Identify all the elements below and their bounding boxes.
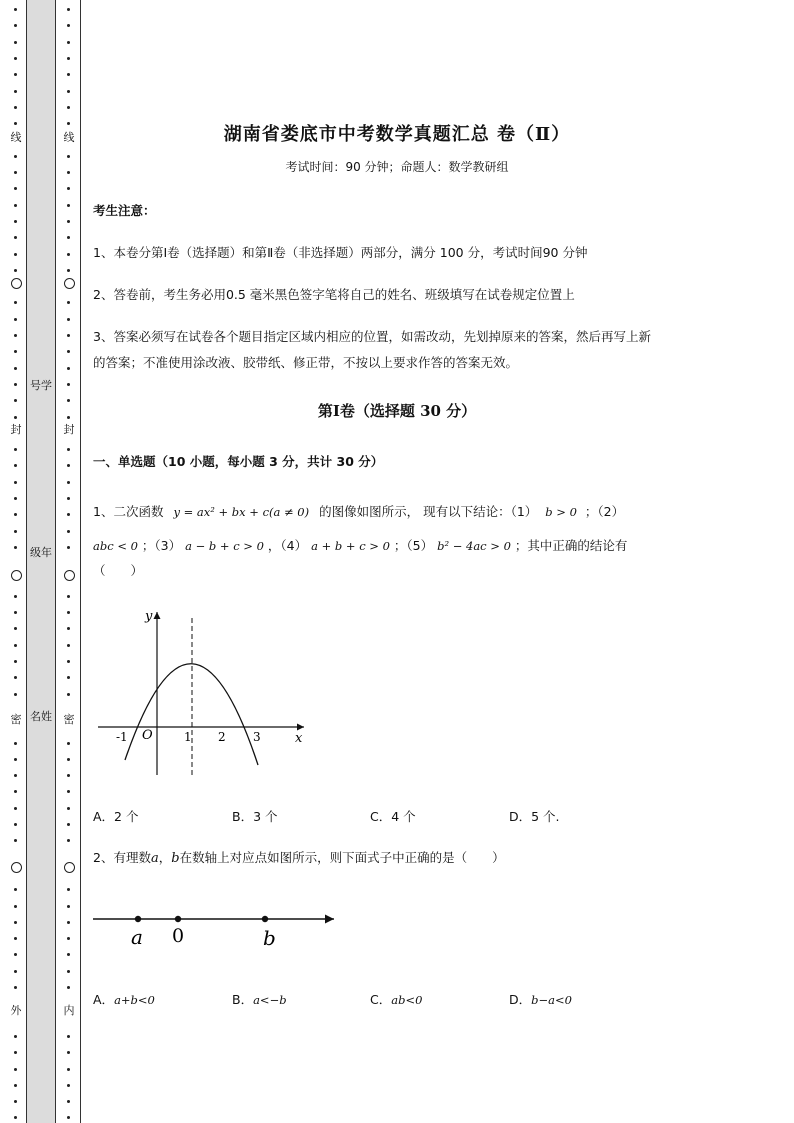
seal-dot (14, 41, 17, 44)
seal-dot (67, 546, 70, 549)
seal-dot (14, 90, 17, 93)
seal-mark: 密 (10, 713, 22, 726)
seal-dot (14, 1035, 17, 1038)
seal-dot (14, 497, 17, 500)
seal-dot (14, 220, 17, 223)
x-axis-label: x (295, 731, 303, 746)
seal-dot (14, 644, 17, 647)
seal-dot (67, 448, 70, 451)
label-a: a (131, 925, 143, 949)
seal-dot (14, 953, 17, 956)
seal-circle-icon (64, 570, 75, 581)
student-id-label: 号学 (30, 379, 52, 392)
seal-circle-icon (11, 570, 22, 581)
seal-dot (67, 187, 70, 190)
seal-dot (14, 660, 17, 663)
q1-parabola-graph (90, 600, 320, 785)
q1-answer-blank: （ ） (93, 563, 144, 578)
seal-mark: 线 (63, 131, 75, 144)
option-expr: a+b<0 (114, 993, 155, 1007)
q2-var-a: a (150, 851, 159, 866)
seal-dot (14, 236, 17, 239)
seal-dot (14, 448, 17, 451)
seal-dot (67, 1084, 70, 1087)
seal-dot (14, 481, 17, 484)
seal-dot (67, 937, 70, 940)
seal-circle-icon (11, 278, 22, 289)
option-expr: a<−b (253, 993, 287, 1007)
q1-line-2 (93, 536, 627, 554)
part-heading: 一、单选题（10 小题，每小题 3 分，共计 30 分） (93, 454, 384, 469)
seal-dot (67, 497, 70, 500)
q1-c1: b > 0 (545, 505, 577, 519)
seal-dot (14, 676, 17, 679)
seal-mark: 内 (63, 1004, 75, 1017)
seal-dot (67, 513, 70, 516)
seal-dot (67, 236, 70, 239)
notice-heading: 考生注意： (93, 203, 156, 218)
label-b: b (263, 926, 276, 950)
seal-dot (14, 8, 17, 11)
q2-stem-post: 在数轴上对应点如图所示，则下面式子中正确的是（ ） (179, 850, 505, 865)
seal-dot (14, 742, 17, 745)
seal-dot (67, 953, 70, 956)
seal-mark: 线 (10, 131, 22, 144)
seal-dot (67, 790, 70, 793)
seal-dot (67, 905, 70, 908)
seal-dot (67, 367, 70, 370)
q1-sep4: ；（5） (393, 538, 434, 553)
seal-dot (14, 937, 17, 940)
label-zero: 0 (172, 925, 185, 947)
option-letter: D． (509, 992, 532, 1007)
seal-dot (14, 106, 17, 109)
seal-dot (67, 742, 70, 745)
q1-option-d: D．5 个. (509, 809, 560, 824)
seal-dot (67, 758, 70, 761)
q1-option-a: A．2 个 (93, 809, 139, 824)
seal-mark: 外 (10, 1004, 22, 1017)
seal-dot (67, 644, 70, 647)
seal-dot (67, 350, 70, 353)
tick-label: -1 (116, 730, 128, 744)
option-expr: ab<0 (391, 993, 423, 1007)
seal-dot (67, 807, 70, 810)
name-label: 名姓 (30, 710, 52, 723)
seal-dot (67, 204, 70, 207)
q1-option-b: B．3 个 (232, 809, 278, 824)
page-title: 湖南省娄底市中考数学真题汇总 卷（Ⅱ） (223, 124, 571, 145)
seal-dot (67, 1035, 70, 1038)
seal-dot (14, 693, 17, 696)
seal-dot (14, 530, 17, 533)
seal-dot (67, 220, 70, 223)
seal-dot (14, 24, 17, 27)
seal-dot (67, 1068, 70, 1071)
notice-item-3: 3、答案必须写在试卷各个题目指定区域内相应的位置，如需改动，先划掉原来的答案，然后再写上新 (93, 329, 651, 344)
q1-tail: ；其中正确的结论有 (514, 538, 628, 553)
seal-dot (14, 921, 17, 924)
seal-dot (14, 611, 17, 614)
q1-prefix: 1、二次函数 (93, 504, 164, 519)
q2-option-a (93, 990, 155, 1008)
seal-mark: 密 (63, 713, 75, 726)
option-letter: B． (232, 992, 254, 1007)
seal-dot (67, 660, 70, 663)
notice-item-3-cont: 的答案；不准使用涂改液、胶带纸、修正带，不按以上要求作答的答案无效。 (93, 355, 519, 370)
seal-mark: 封 (63, 423, 75, 436)
seal-dot (67, 676, 70, 679)
seal-dot (14, 204, 17, 207)
q1-c5: b² − 4ac > 0 (437, 539, 511, 553)
seal-dot (67, 774, 70, 777)
seal-circle-icon (11, 862, 22, 873)
option-expr: b−a<0 (531, 993, 572, 1007)
seal-dot (14, 464, 17, 467)
seal-dot (14, 350, 17, 353)
q2-var-b: b (171, 851, 180, 866)
point-zero (175, 916, 181, 922)
seal-dot (67, 986, 70, 989)
seal-dot (14, 301, 17, 304)
q1-sep3: ，（4） (267, 538, 308, 553)
q1-after-formula: 的图像如图所示， 现有以下结论：（1） (319, 504, 538, 519)
section-title: 第Ⅰ卷（选择题 30 分） (317, 402, 477, 420)
seal-dot (14, 986, 17, 989)
seal-dot (67, 301, 70, 304)
seal-dot (67, 269, 70, 272)
y-axis-label: y (145, 609, 153, 624)
seal-dot (14, 1116, 17, 1119)
seal-dot (67, 595, 70, 598)
seal-dot (67, 1100, 70, 1103)
q2-option-d (509, 990, 572, 1008)
seal-dot (14, 807, 17, 810)
seal-dot (14, 774, 17, 777)
seal-dot (14, 905, 17, 908)
q2-stem (93, 848, 505, 866)
tick-label: 3 (253, 730, 261, 744)
q1-sep2: ；（3） (141, 538, 182, 553)
seal-dot (67, 318, 70, 321)
option-letter: A． (93, 992, 115, 1007)
q1-c2: abc < 0 (93, 539, 138, 553)
seal-dot (67, 1116, 70, 1119)
point-a (135, 916, 141, 922)
seal-dot (67, 334, 70, 337)
seal-dot (14, 269, 17, 272)
seal-dot (67, 839, 70, 842)
seal-dot (67, 57, 70, 60)
seal-dot (67, 481, 70, 484)
q1-formula: y = ax² + bx + c(a ≠ 0) (173, 505, 310, 519)
seal-dot (14, 546, 17, 549)
q1-c4: a + b + c > 0 (311, 539, 390, 553)
q2-option-b (232, 990, 287, 1008)
seal-dot (14, 823, 17, 826)
exam-info: 考试时间：90 分钟；命题人：数学教研组 (285, 160, 509, 174)
q2-number-line (90, 900, 350, 955)
seal-dot (14, 57, 17, 60)
seal-dot (67, 611, 70, 614)
seal-dot (67, 921, 70, 924)
seal-dot (14, 790, 17, 793)
q1-c3: a − b + c > 0 (185, 539, 264, 553)
seal-dot (67, 383, 70, 386)
seal-dot (67, 90, 70, 93)
seal-dot (67, 530, 70, 533)
seal-dot (67, 1051, 70, 1054)
seal-dot (14, 627, 17, 630)
notice-item-2: 2、答卷前，考生务必用0.5 毫米黑色签字笔将自己的姓名、班级填写在试卷规定位置上 (93, 287, 575, 302)
q2-stem-pre: 2、有理数 (93, 850, 151, 865)
origin-label: O (142, 728, 153, 743)
seal-dot (14, 888, 17, 891)
seal-dot (67, 24, 70, 27)
seal-dot (67, 73, 70, 76)
q1-line-1 (93, 502, 624, 520)
grade-label: 级年 (30, 546, 52, 559)
seal-dot (14, 334, 17, 337)
seal-dot (14, 73, 17, 76)
seal-dot (67, 106, 70, 109)
seal-dot (67, 253, 70, 256)
q1-sep1: ；（2） (584, 504, 625, 519)
seal-dot (14, 970, 17, 973)
seal-dot (14, 187, 17, 190)
seal-dot (14, 1100, 17, 1103)
seal-dot (67, 970, 70, 973)
tick-label: 2 (218, 730, 226, 744)
seal-circle-icon (64, 278, 75, 289)
seal-circle-icon (64, 862, 75, 873)
seal-mark: 封 (10, 423, 22, 436)
tick-label: 1 (184, 730, 192, 744)
seal-dot (14, 758, 17, 761)
seal-dot (14, 595, 17, 598)
point-b (262, 916, 268, 922)
seal-dot (14, 1068, 17, 1071)
seal-dot (14, 367, 17, 370)
option-letter: C． (370, 992, 392, 1007)
q1-option-c: C．4 个 (370, 809, 416, 824)
seal-dot (14, 513, 17, 516)
seal-dot (14, 383, 17, 386)
notice-item-1: 1、本卷分第Ⅰ卷（选择题）和第Ⅱ卷（非选择题）两部分，满分 100 分，考试时间90 分钟 (93, 245, 588, 260)
seal-dot (67, 693, 70, 696)
seal-dot (67, 888, 70, 891)
seal-dot (14, 839, 17, 842)
seal-dot (14, 253, 17, 256)
seal-dot (67, 41, 70, 44)
q2-stem-mid: ， (158, 850, 172, 865)
q2-option-c (370, 990, 422, 1008)
seal-dot (14, 1084, 17, 1087)
seal-dot (67, 823, 70, 826)
seal-dot (14, 318, 17, 321)
seal-dot (14, 1051, 17, 1054)
seal-dot (67, 8, 70, 11)
seal-dot (67, 464, 70, 467)
seal-dot (67, 627, 70, 630)
